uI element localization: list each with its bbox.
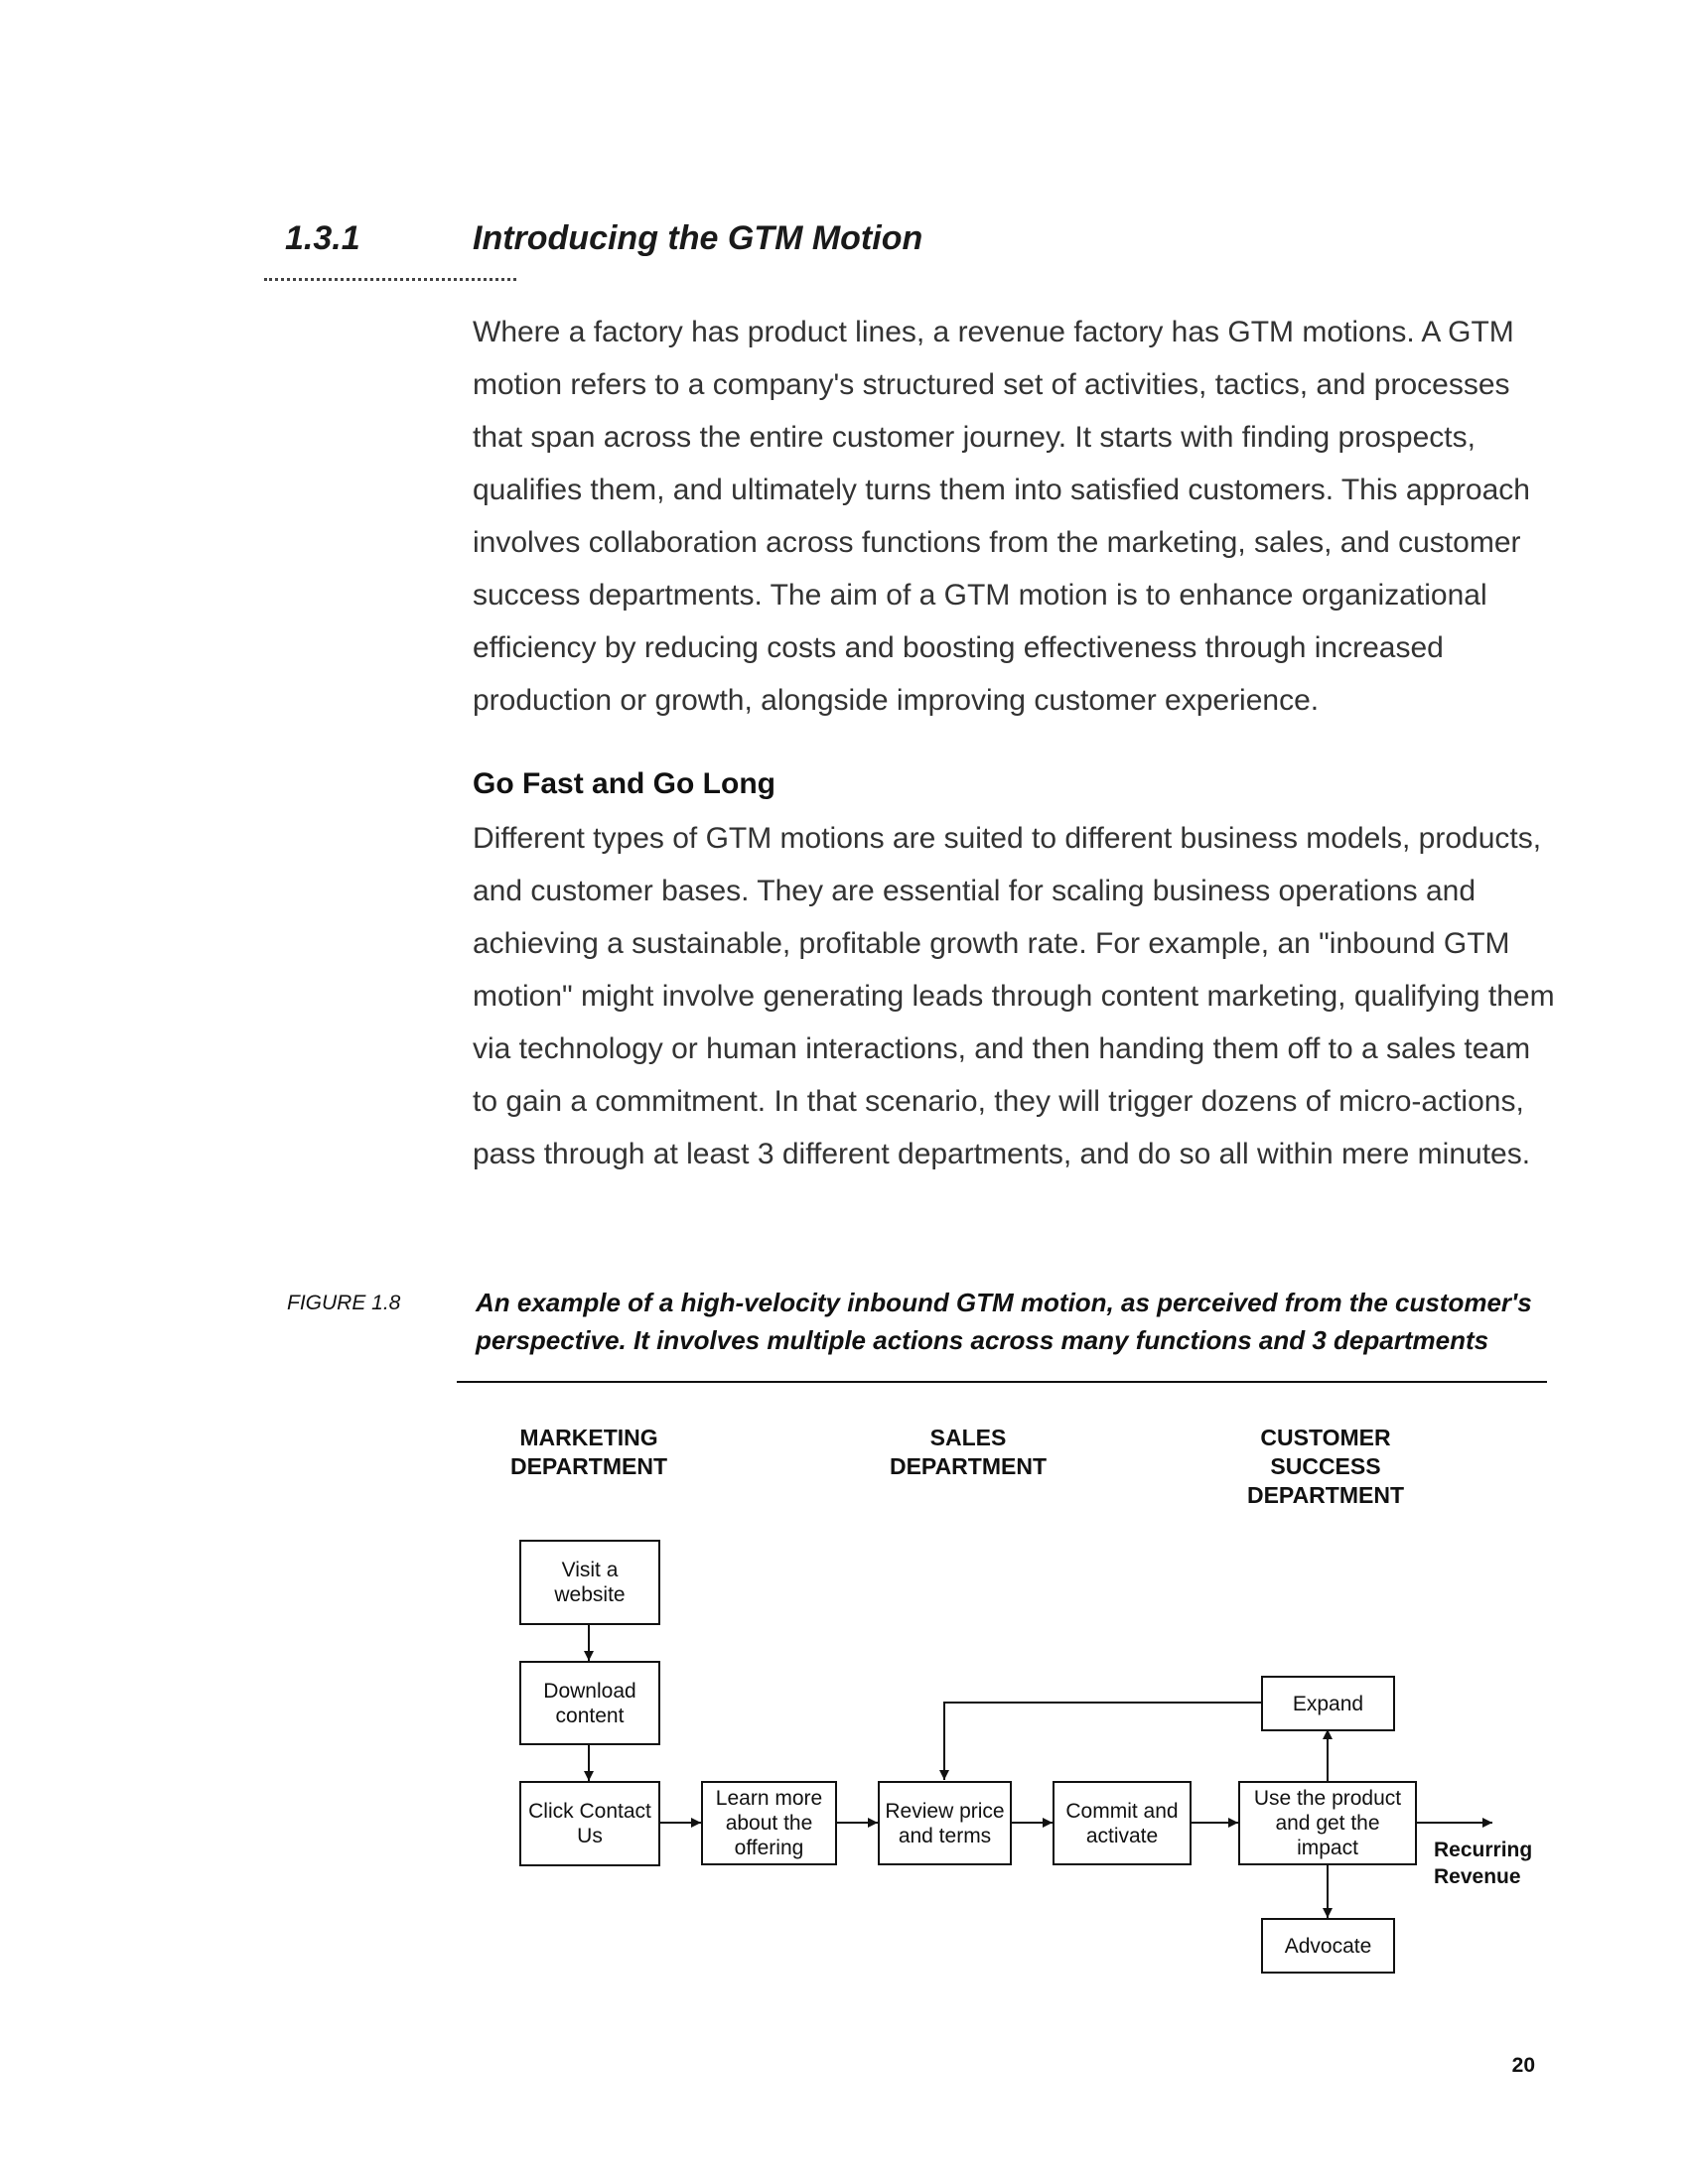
step-use-product-label: Use the product and get the impact [1253, 1787, 1402, 1859]
page-number: 20 [1511, 2054, 1535, 2077]
step-learn-more-label: Learn more about the offering [715, 1787, 823, 1859]
dept-marketing-header: MARKETING DEPARTMENT [509, 1425, 667, 1479]
step-expand [1261, 1676, 1395, 1731]
step-review-price-label: Review price and terms [885, 1799, 1005, 1847]
step-visit-website-label: Visit a website [554, 1559, 626, 1606]
step-expand-label: Expand [1292, 1692, 1364, 1715]
step-commit-activate-label: Commit and activate [1065, 1799, 1179, 1847]
recurring-revenue-text: Recurring Revenue [1434, 1839, 1533, 1888]
step-download-content [519, 1661, 660, 1745]
step-advocate [1261, 1918, 1395, 1974]
step-review-price [878, 1781, 1012, 1865]
step-click-contact-us [519, 1781, 660, 1866]
section-title: Introducing the GTM Motion [473, 219, 923, 257]
step-learn-more [701, 1781, 837, 1865]
step-use-product [1238, 1781, 1417, 1865]
figure-caption: An example of a high-velocity inbound GTM motion, as perceived from the customer's perspective. It involves multiple actions across many functions and 3 departments [476, 1288, 1532, 1355]
step-commit-activate [1053, 1781, 1192, 1865]
arrow-expand-to-review [944, 1703, 1261, 1780]
dept-customer-success-header: CUSTOMER SUCCESS DEPARTMENT [1246, 1425, 1404, 1508]
dept-sales-header: SALES DEPARTMENT [889, 1425, 1047, 1479]
step-click-contact-us-label: Click Contact Us [528, 1800, 651, 1847]
step-advocate-label: Advocate [1284, 1934, 1372, 1958]
recurring-revenue-label [1434, 1837, 1533, 1890]
paragraph-gtm-types: Different types of GTM motions are suited to different business models, products, and customer bases. They are essential for scaling business operations and achieving a sustainable, profitable growth rate. For example, an "inbound GTM motion" might involve generating leads through content marketing, qualifying them via technology or human interactions, and then handing them off to a sales team to gain a commitment. In that scenario, they will trigger dozens of micro-actions, pass through at least 3 different departments, and do so all within mere minutes. [473, 822, 1555, 1170]
paragraph-intro: Where a factory has product lines, a revenue factory has GTM motions. A GTM motion refers to a company's structured set of activities, tactics, and processes that span across the entire customer journey. It starts with finding prospects, qualifies them, and ultimately turns them into satisfied customers. This approach involves collaboration across functions from the marketing, sales, and customer success departments. The aim of a GTM motion is to enhance organizational efficiency by reducing costs and boosting effectiveness through increased production or growth, alongside improving customer experience. [473, 316, 1530, 717]
section-number: 1.3.1 [285, 219, 360, 257]
step-visit-website [519, 1540, 660, 1625]
figure-label: FIGURE 1.8 [287, 1292, 401, 1314]
step-download-content-label: Download content [543, 1679, 636, 1727]
subheading-go-fast: Go Fast and Go Long [473, 767, 775, 800]
